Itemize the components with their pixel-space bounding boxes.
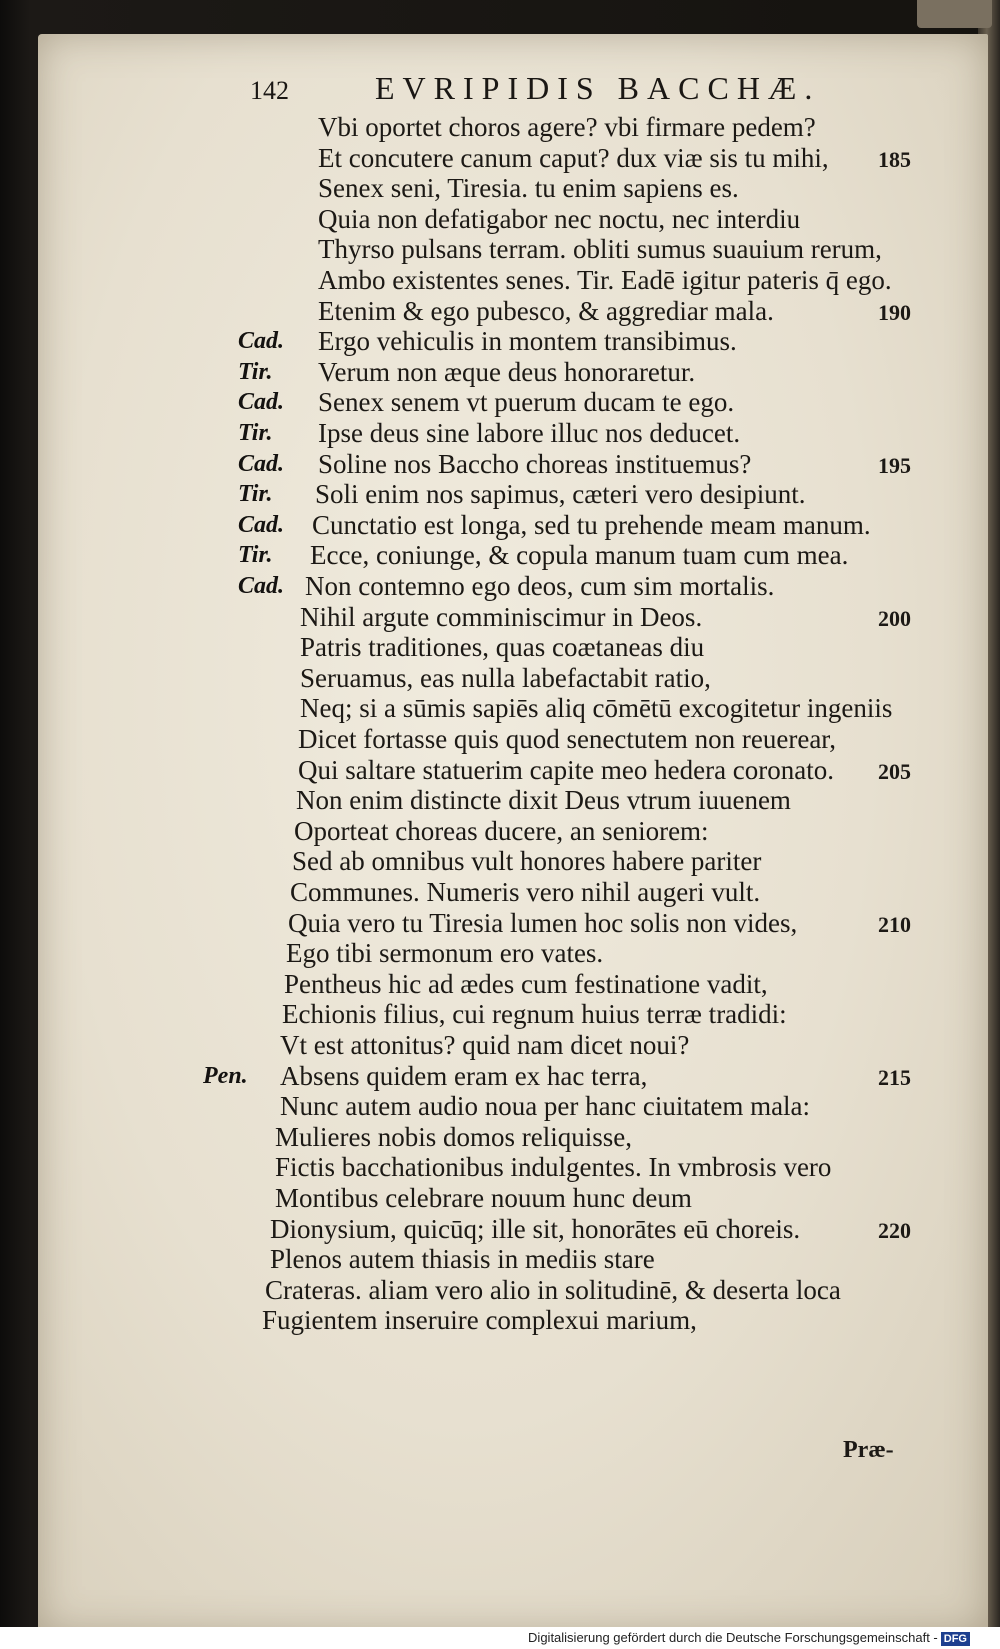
page-number: 142: [250, 76, 289, 105]
verse-line: Communes. Numeris vero nihil augeri vult.: [290, 877, 761, 907]
speaker-label: Cad.: [238, 451, 285, 477]
verse-line: Ergo vehiculis in montem transibimus.: [318, 326, 737, 356]
verse-line: Etenim & ego pubesco, & aggrediar mala.: [318, 296, 774, 326]
line-number: 205: [878, 759, 911, 784]
dfg-logo: DFG: [941, 1632, 970, 1646]
verse-line: Qui saltare statuerim capite meo hedera coronato.: [298, 755, 835, 785]
verse-line: Plenos autem thiasis in mediis stare: [270, 1244, 655, 1274]
verse-line: Ipse deus sine labore illuc nos deducet.: [318, 418, 741, 448]
verse-line: Dionysium, quicūq; ille sit, honorātes eū choreis.: [270, 1214, 801, 1244]
verse-line: Vt est attonitus? quid nam dicet noui?: [280, 1030, 690, 1060]
line-number: 215: [878, 1065, 911, 1090]
speaker-label: Cad.: [238, 512, 285, 538]
verse-line: Neq; si a sūmis sapiēs aliq cōmētū excogitetur ingeniis: [300, 693, 893, 723]
verse-line: Seruamus, eas nulla labefactabit ratio,: [300, 663, 711, 693]
verse-line: Thyrso pulsans terram. obliti sumus suauium rerum,: [318, 234, 882, 264]
line-number: 220: [878, 1218, 911, 1243]
verse-line: Crateras. aliam vero alio in solitudinē, & deserta loca: [265, 1275, 841, 1305]
speaker-label: Cad.: [238, 328, 285, 354]
verse-line: Patris traditiones, quas coætaneas diu: [300, 632, 705, 662]
verse-line: Soline nos Baccho choreas instituemus?: [318, 449, 752, 479]
verse-line: Non enim distincte dixit Deus vtrum iuuenem: [296, 785, 791, 815]
verse-line: Echionis filius, cui regnum huius terræ tradidi:: [282, 999, 787, 1029]
verse-line: Fictis bacchationibus indulgentes. In vmbrosis vero: [275, 1152, 832, 1182]
speaker-label: Tir.: [238, 359, 273, 385]
line-number: 210: [878, 912, 911, 937]
verse-line: Ecce, coniunge, & copula manum tuam cum mea.: [310, 540, 849, 570]
verse-line: Pentheus hic ad ædes cum festinatione vadit,: [284, 969, 768, 999]
catchword: Præ-: [843, 1437, 894, 1463]
verse-line: Senex seni, Tiresia. tu enim sapiens es.: [318, 173, 739, 203]
verse-line: Fugientem inseruire complexui marium,: [262, 1305, 697, 1335]
verse-line: Ego tibi sermonum ero vates.: [286, 938, 604, 968]
speaker-label: Pen.: [203, 1063, 248, 1089]
verse-line: Nihil argute comminiscimur in Deos.: [300, 602, 703, 632]
speaker-label: Tir.: [238, 420, 273, 446]
verse-line: Verum non æque deus honoraretur.: [318, 357, 696, 387]
verse-line: Nunc autem audio noua per hanc ciuitatem mala:: [280, 1091, 811, 1121]
verse-line: Mulieres nobis domos reliquisse,: [275, 1122, 632, 1152]
line-number: 185: [878, 147, 911, 172]
verse-line: Vbi oportet choros agere? vbi firmare pedem?: [318, 112, 816, 142]
verse-line: Et concutere canum caput? dux viæ sis tu mihi,: [318, 143, 829, 173]
footer-bar: [0, 1627, 1000, 1649]
running-title: EVRIPIDIS BACCHÆ.: [375, 70, 821, 106]
verse-line: Absens quidem eram ex hac terra,: [280, 1061, 648, 1091]
verse-line: Oporteat choreas ducere, an seniorem:: [294, 816, 709, 846]
line-number: 195: [878, 453, 911, 478]
verse-line: Senex senem vt puerum ducam te ego.: [318, 387, 735, 417]
verse-line: Quia vero tu Tiresia lumen hoc solis non vides,: [288, 908, 798, 938]
speaker-label: Tir.: [238, 542, 273, 568]
speaker-label: Tir.: [238, 481, 273, 507]
line-number: 200: [878, 606, 911, 631]
line-number: 190: [878, 300, 911, 325]
verse-line: Non contemno ego deos, cum sim mortalis.: [305, 571, 775, 601]
verse-line: Soli enim nos sapimus, cæteri vero desipiunt.: [315, 479, 806, 509]
verse-line: Ambo existentes senes. Tir. Eadē igitur pateris q̄ ego.: [318, 265, 892, 295]
verse-line: Cunctatio est longa, sed tu prehende meam manum.: [312, 510, 871, 540]
speaker-label: Cad.: [238, 573, 285, 599]
verse-line: Quia non defatigabor nec noctu, nec interdiu: [318, 204, 801, 234]
verse-line: Dicet fortasse quis quod senectutem non reuerear,: [298, 724, 836, 754]
footer-credit-text: Digitalisierung gefördert durch die Deutsche Forschungsgemeinschaft -: [528, 1630, 938, 1645]
verse-line: Sed ab omnibus vult honores habere pariter: [292, 846, 762, 876]
verse-line: Montibus celebrare nouum hunc deum: [275, 1183, 692, 1213]
footer-credit: [528, 1630, 970, 1646]
speaker-label: Cad.: [238, 389, 285, 415]
